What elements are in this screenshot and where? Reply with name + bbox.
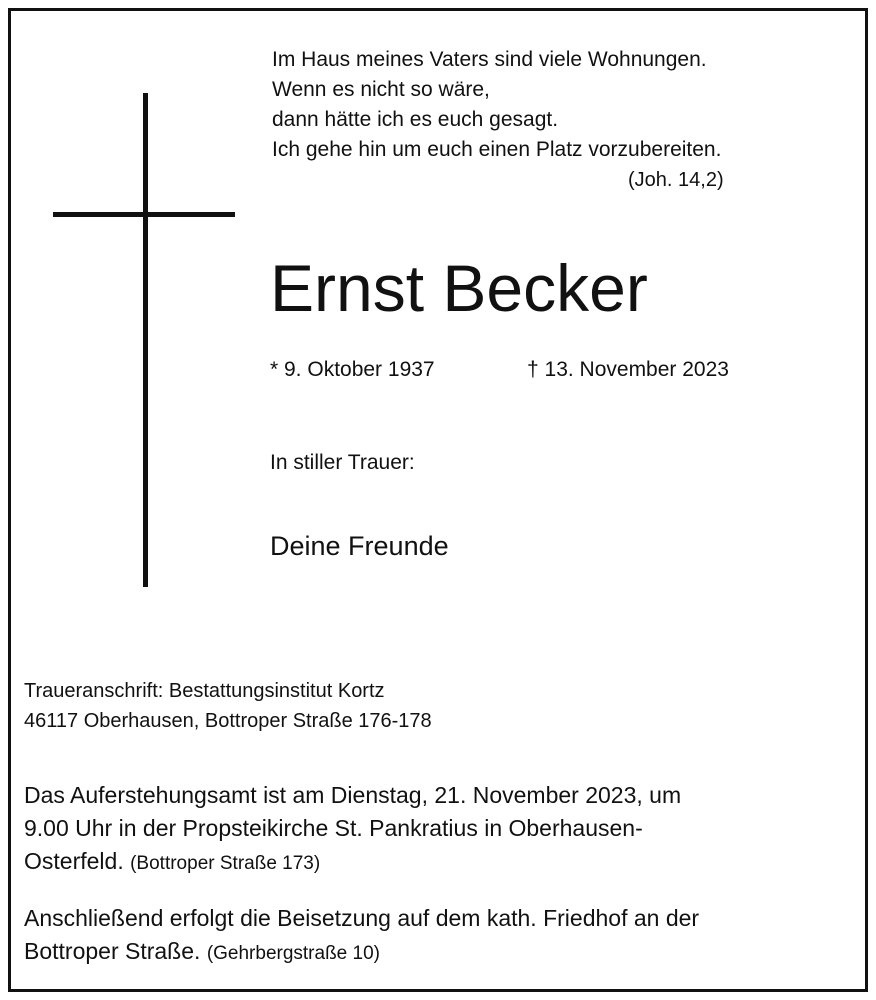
burial-line: [24, 935, 699, 970]
burial-location-text: Bottroper Straße.: [24, 938, 201, 964]
cross-vertical-bar: [143, 93, 148, 587]
verse-line: dann hätte ich es euch gesagt.: [272, 108, 559, 131]
birth-date: * 9. Oktober 1937: [270, 358, 435, 381]
mourners: Deine Freunde: [270, 531, 449, 561]
bible-verse: [272, 45, 721, 165]
service-line: Das Auferstehungsamt ist am Dienstag, 21. November 2023, um: [24, 782, 682, 808]
burial-address-note: (Gehrbergstraße 10): [206, 943, 380, 964]
mourning-intro: In stiller Trauer:: [270, 451, 415, 474]
burial-line: Anschließend erfolgt die Beisetzung auf dem kath. Friedhof an der: [24, 905, 700, 931]
cross-horizontal-bar: [53, 212, 235, 217]
service-info: [24, 779, 681, 880]
burial-info: [24, 902, 699, 970]
service-address-note: (Bottroper Straße 173): [130, 853, 321, 874]
verse-line: Wenn es nicht so wäre,: [272, 78, 490, 101]
address-line: 46117 Oberhausen, Bottroper Straße 176-178: [24, 710, 432, 732]
deceased-name: Ernst Becker: [270, 251, 648, 325]
verse-line: Ich gehe hin um euch einen Platz vorzubereiten.: [272, 138, 722, 161]
verse-line: Im Haus meines Vaters sind viele Wohnungen.: [272, 48, 707, 71]
mourning-address: [24, 676, 432, 736]
address-line: Traueranschrift: Bestattungsinstitut Kortz: [24, 680, 385, 702]
service-location-text: Osterfeld.: [24, 848, 124, 874]
death-date: † 13. November 2023: [527, 358, 729, 381]
verse-reference: (Joh. 14,2): [628, 169, 724, 191]
service-line: 9.00 Uhr in der Propsteikirche St. Pankratius in Oberhausen-: [24, 815, 643, 841]
service-line: [24, 845, 681, 880]
